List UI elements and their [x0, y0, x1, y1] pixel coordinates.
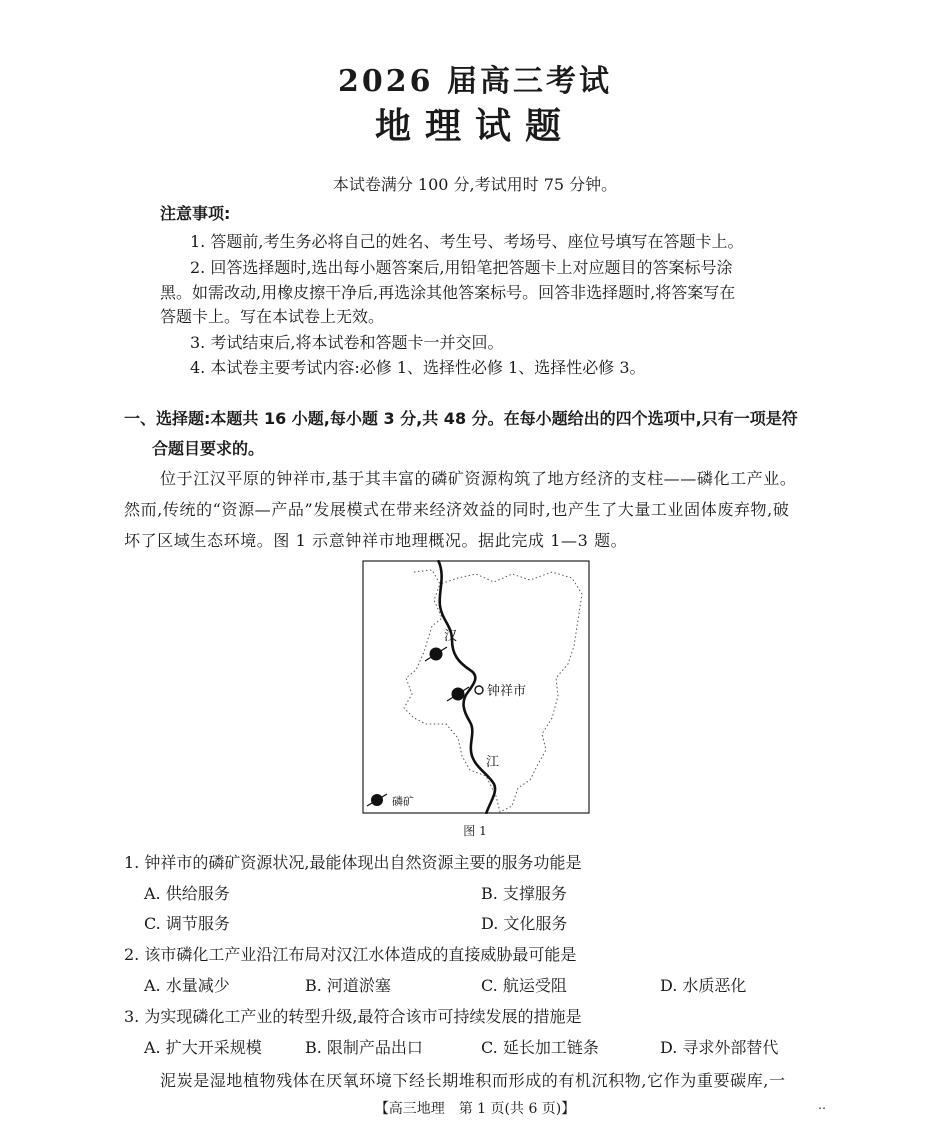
notice-item: 3. 考试结束后,将本试卷和答题卡一并交回。 — [190, 333, 504, 352]
passage-line: 然而,传统的“资源—产品”发展模式在带来经济效益的同时,也产生了大量工业固体废弃物,破 — [124, 500, 790, 519]
notice-item: 4. 本试卷主要考试内容:必修 1、选择性必修 1、选择性必修 3。 — [190, 358, 646, 377]
option: B. 河道淤塞 — [305, 976, 391, 995]
map-figure — [362, 560, 590, 814]
page-footer: 【高三地理 第 1 页(共 6 页)】 — [374, 1101, 576, 1117]
option: C. 航运受阻 — [481, 976, 567, 995]
option: A. 供给服务 — [144, 884, 230, 903]
notice-heading: 注意事项: — [160, 204, 231, 223]
legend-label: 磷矿 — [392, 795, 414, 808]
section-heading-cont: 合题目要求的。 — [152, 439, 265, 458]
option: D. 水质恶化 — [660, 976, 747, 995]
option: B. 限制产品出口 — [305, 1038, 423, 1057]
passage-line: 泥炭是湿地植物残体在厌氧环境下经长期堆积而形成的有机沉积物,它作为重要碳库,一 — [160, 1071, 786, 1090]
exam-title: 2026 届高三考试 — [338, 64, 612, 99]
option: D. 寻求外部替代 — [660, 1038, 779, 1057]
option: C. 延长加工链条 — [481, 1038, 599, 1057]
footer-mark: ‥ — [818, 1098, 827, 1112]
city-marker — [475, 686, 483, 694]
question-stem: 2. 该市磷化工产业沿江布局对汉江水体造成的直接威胁最可能是 — [124, 945, 577, 964]
notice-item: 2. 回答选择题时,选出每小题答案后,用铅笔把答题卡上对应题目的答案标号涂 — [190, 258, 733, 277]
passage-line: 位于江汉平原的钟祥市,基于其丰富的磷矿资源构筑了地方经济的支柱——磷化工产业。 — [160, 469, 797, 488]
section-heading: 一、选择题:本题共 16 小题,每小题 3 分,共 48 分。在每小题给出的四个选项中,只有一项是符 — [124, 409, 798, 428]
option: D. 文化服务 — [481, 914, 568, 933]
question-stem: 1. 钟祥市的磷矿资源状况,最能体现出自然资源主要的服务功能是 — [124, 853, 582, 872]
exam-meta: 本试卷满分 100 分,考试用时 75 分钟。 — [332, 175, 618, 194]
river-label: 江 — [486, 755, 500, 770]
option: A. 扩大开采规模 — [144, 1038, 262, 1057]
city-label: 钟祥市 — [487, 684, 527, 699]
notice-item: 答题卡上。写在本试卷上无效。 — [160, 307, 385, 326]
notice-item: 黑。如需改动,用橡皮擦干净后,再选涂其他答案标号。回答非选择题时,将答案写在 — [160, 283, 736, 302]
figure-caption: 图 1 — [463, 824, 487, 838]
passage-line: 坏了区域生态环境。图 1 示意钟祥市地理概况。据此完成 1—3 题。 — [124, 531, 628, 550]
question-stem: 3. 为实现磷化工产业的转型升级,最符合该市可持续发展的措施是 — [124, 1007, 582, 1026]
river-label: 汉 — [444, 629, 458, 644]
option: C. 调节服务 — [144, 914, 230, 933]
option: A. 水量减少 — [144, 976, 230, 995]
subject-title: 地理试题 — [374, 106, 575, 147]
notice-item: 1. 答题前,考生务必将自己的姓名、考生号、考场号、座位号填写在答题卡上。 — [190, 232, 744, 251]
option: B. 支撑服务 — [481, 884, 567, 903]
